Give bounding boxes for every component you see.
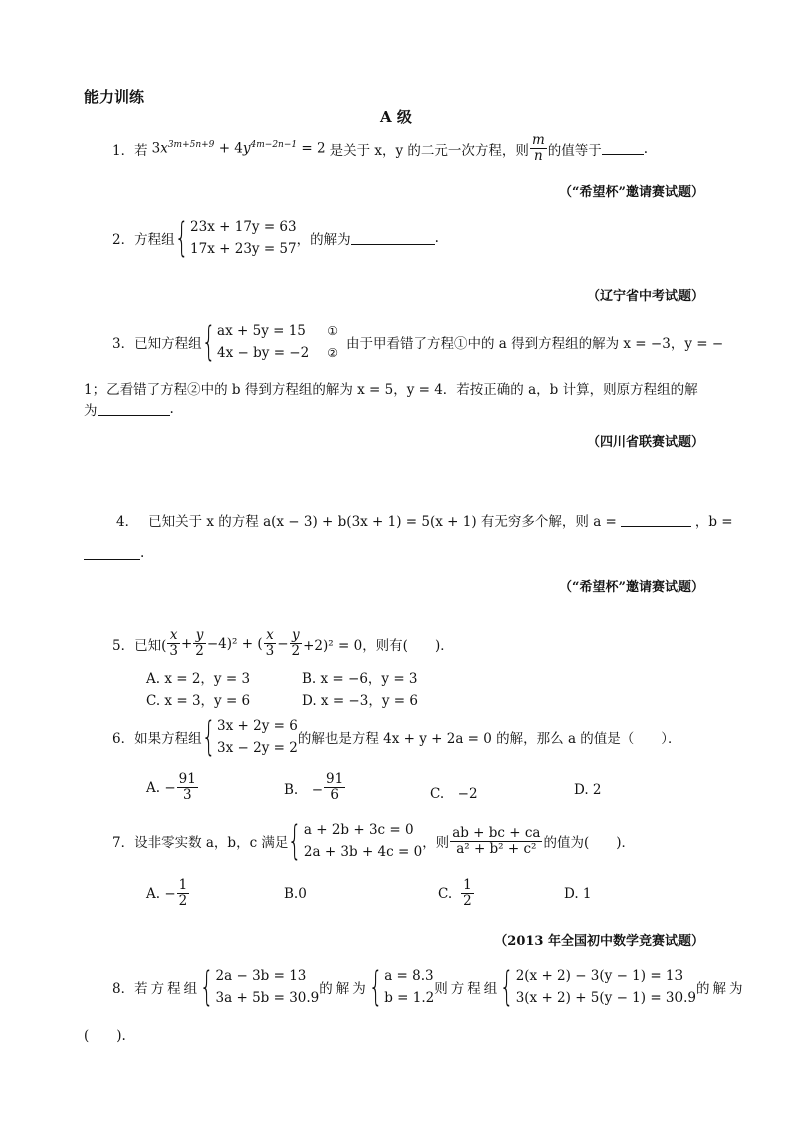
fraction: $\frac{y}{2}$: [195, 627, 204, 659]
question-number: 8．: [112, 981, 135, 997]
question-4-line2: .: [84, 545, 144, 561]
question-text: 如果方程组: [134, 731, 202, 747]
brace-icon: {: [499, 964, 514, 1010]
question-number: 3．: [112, 336, 135, 352]
question-text: 则方程组: [434, 981, 501, 997]
equation-system: 2(x + 2) − 3(y − 1) = 13 3(x + 2) + 5(y − 1) = 30.9: [515, 968, 696, 1006]
question-text: ，则: [422, 835, 450, 851]
question-1: 1． 若 $3x^{3m+5n+9} + 4y^{4m-2n-1} = 2$ 是关于 x，y 的二元一次方程，则 $\frac{m}{n}$ 的值等于 .: [112, 132, 649, 164]
question-number: 6．: [112, 731, 135, 747]
question-text: 的解为: [319, 981, 369, 997]
answer-blank[interactable]: [84, 547, 140, 560]
option-c[interactable]: C. x = 3，y = 6: [146, 693, 251, 709]
fraction: $\frac{x}{3}$: [265, 627, 275, 659]
equation-system: a + 2b + 3c = 0 2a + 3b + 4c = 0: [303, 822, 423, 860]
question-text: 的解也是方程 4x + y + 2a = 0 的解，那么 a 的值是（ ）．: [297, 731, 682, 747]
question-number: 2．: [112, 232, 135, 248]
question-text: −4)² + (: [206, 635, 263, 652]
question-number: 1．: [112, 142, 135, 159]
answer-blank[interactable]: [602, 142, 644, 155]
question-text: 由于甲看错了方程①中的 a 得到方程组的解为 x = −3，y = −: [345, 336, 724, 352]
question-text: ，的解为: [296, 232, 351, 248]
option-d[interactable]: D. x = −3，y = 6: [302, 693, 418, 709]
option-b[interactable]: B. − $\frac{91}{6}$: [284, 771, 344, 803]
equation: $3x^{3m+5n+9} + 4y^{4m-2n-1} = 2$: [151, 140, 326, 157]
equation-system: 23x + 17y = 63 17x + 23y = 57: [190, 219, 297, 257]
question-number: 4．: [116, 514, 139, 530]
question-text: 1；乙看错了方程②中的 b 得到方程组的解为 x = 5，y = 4．若按正确的 a，b 计算，则原方程组的解: [84, 382, 698, 398]
question-text: 已知(: [134, 637, 167, 654]
fraction: $\frac{y}{2}$: [291, 627, 301, 659]
answer-blank[interactable]: [351, 232, 435, 245]
question-text: ( ).: [84, 1028, 126, 1044]
source-label: （“希望杯”邀请赛试题）: [559, 185, 704, 200]
question-5: 5． 已知( $\frac{x}{3}$ + $\frac{y}{2}$ −4)² + ( $\frac{x}{3}$ − $\frac{y}{2}$ +2)² = 0，则有( )．: [112, 627, 454, 659]
option-b[interactable]: B.0: [284, 886, 307, 902]
question-text: 已知关于 x 的方程 a(x − 3) + b(3x + 1) = 5(x + 1) 有无穷多个解，则 a =: [148, 514, 617, 530]
option-b[interactable]: B. x = −6，y = 3: [302, 671, 418, 687]
option-c[interactable]: C. $\frac{1}{2}$: [438, 877, 472, 909]
brace-icon: {: [201, 714, 216, 760]
answer-blank[interactable]: [98, 403, 170, 416]
question-text: 已知方程组: [134, 336, 202, 352]
question-2: 2． 方程组 { 23x + 17y = 63 17x + 23y = 57 ，的解为 .: [112, 215, 439, 261]
question-text: ，b =: [694, 514, 733, 530]
fraction: $\frac{ab + bc + ca}{\text{a² + b² + c²}}$: [452, 824, 541, 857]
question-8: [112, 964, 746, 1010]
question-4: [116, 510, 733, 530]
equation-system: 2a − 3b = 13 3a + 5b = 30.9: [215, 968, 320, 1006]
fraction: $\frac{x}{3}$: [169, 627, 178, 659]
option-a[interactable]: A. − $\frac{1}{2}$: [146, 877, 188, 909]
source-label: （2013 年全国初中数学竞赛试题）: [494, 934, 704, 949]
answer-blank[interactable]: [621, 514, 691, 527]
question-text: 方程组: [134, 232, 175, 248]
option-a[interactable]: A. x = 2，y = 3: [146, 671, 251, 687]
brace-icon: {: [288, 818, 303, 864]
question-text: 的值等于: [547, 142, 602, 159]
brace-icon: {: [174, 215, 189, 261]
equation-system: ax + 5y = 15 4x − by = −2: [217, 323, 310, 361]
question-number: 7．: [112, 835, 135, 851]
option-a[interactable]: A. − $\frac{91}{3}$: [146, 771, 196, 803]
solution-system: a = 8.3 b = 1.2: [384, 968, 435, 1006]
section-title: 能力训练: [84, 88, 145, 106]
source-label: （四川省联赛试题）: [586, 435, 704, 450]
brace-icon: {: [368, 964, 383, 1010]
source-label: （辽宁省中考试题）: [586, 289, 704, 304]
fraction: $\frac{m}{n}$: [531, 132, 545, 164]
question-3-line3: 为 .: [84, 401, 174, 419]
question-text: 为: [84, 403, 98, 419]
question-text: +2)² = 0，则有( )．: [303, 637, 454, 654]
question-text: 是关于 x，y 的二元一次方程，则: [329, 142, 529, 159]
level-title: A 级: [380, 108, 412, 126]
option-d[interactable]: D. 2: [574, 782, 602, 798]
option-d[interactable]: D. 1: [564, 886, 592, 902]
equation-markers: ① ②: [327, 324, 338, 360]
source-label: （“希望杯”邀请赛试题）: [559, 580, 704, 595]
equation-system: 3x + 2y = 6 3x − 2y = 2: [217, 718, 298, 756]
question-text: 若方程组: [134, 981, 201, 997]
question-text: 设非零实数 a，b，c 满足: [134, 835, 289, 851]
option-c[interactable]: C. −2: [430, 786, 478, 802]
question-3: [112, 320, 723, 364]
brace-icon: {: [199, 964, 214, 1010]
question-text: 若: [134, 142, 148, 159]
question-6: [112, 715, 682, 759]
question-text: 的值为( )．: [543, 835, 636, 851]
question-number: 5．: [112, 637, 135, 654]
brace-icon: {: [201, 319, 216, 365]
question-text: 的解为: [696, 981, 746, 997]
question-7: [112, 819, 635, 863]
